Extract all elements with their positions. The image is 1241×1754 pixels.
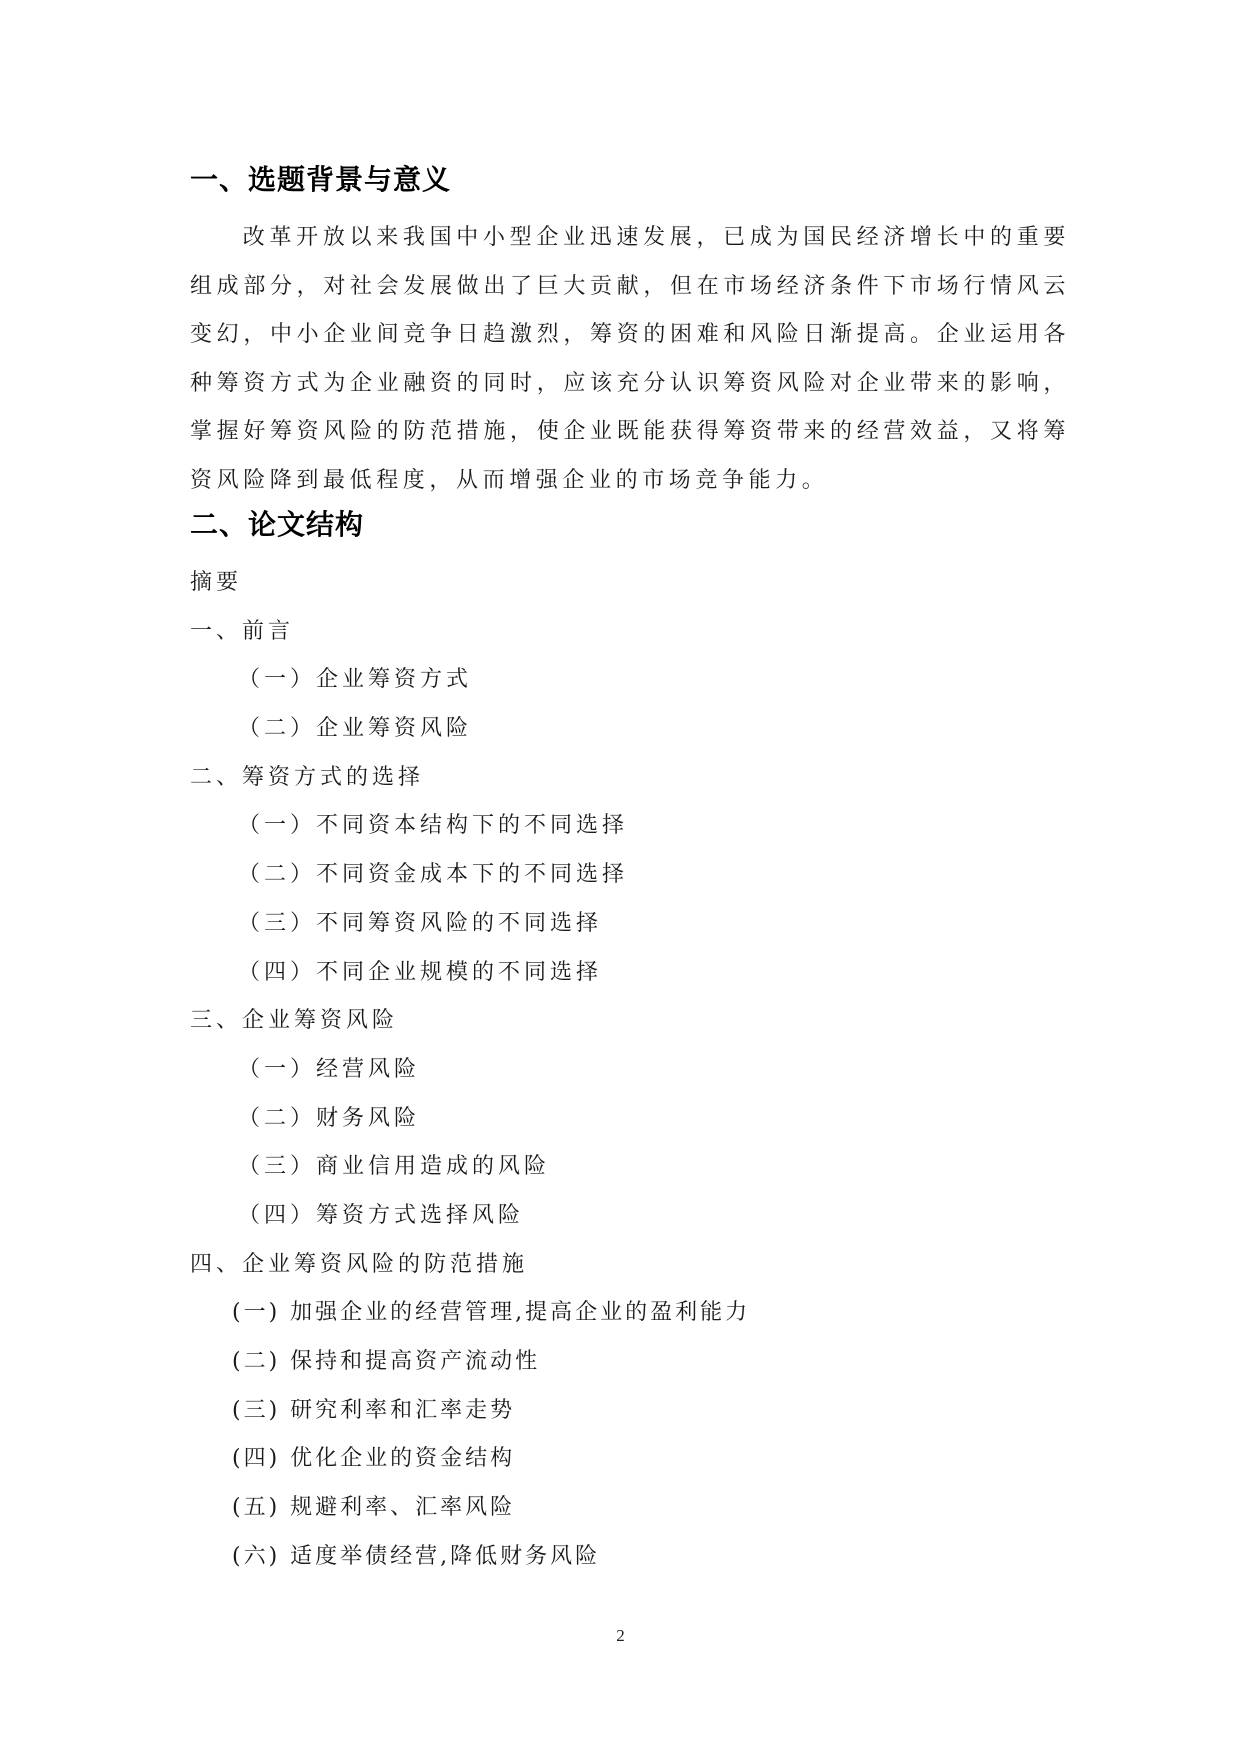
outline-subitem: (五) 规避利率、汇率风险 [232,1495,516,1521]
page-number: 2 [616,1626,625,1645]
outline-subitem: (一) 加强企业的经营管理,提高企业的盈利能力 [232,1300,751,1326]
outline-subitem: （二）企业筹资风险 [238,716,473,742]
page-content [190,160,1070,1581]
outline-subitem: （二）财务风险 [238,1105,421,1131]
outline-subitem: (二) 保持和提高资产流动性 [232,1349,541,1374]
outline-subitem: (四) 优化企业的资金结构 [232,1446,516,1472]
outline-subitem: （四）不同企业规模的不同选择 [238,959,603,985]
outline-chapter: 一、前言 [190,618,295,644]
outline-subitem: （一）经营风险 [238,1056,421,1082]
section-heading-structure: 二、论文结构 [190,508,365,541]
outline-subitem: （三）商业信用造成的风险 [238,1154,551,1180]
outline-subitem: (六) 适度举债经营,降低财务风险 [232,1543,601,1569]
outline-chapter: 二、筹资方式的选择 [190,764,425,790]
outline-subitem: （一）企业筹资方式 [238,667,473,693]
outline-subitem: （一）不同资本结构下的不同选择 [238,813,629,839]
outline-subitem: （三）不同筹资风险的不同选择 [238,910,603,936]
outline-subitem: (三) 研究利率和汇率走势 [232,1397,516,1423]
outline-item-abstract: 摘要 [190,570,243,595]
outline-chapter: 四、企业筹资风险的防范措施 [190,1251,529,1277]
thesis-outline [190,559,1070,1581]
outline-subitem: （二）不同资金成本下的不同选择 [238,862,629,888]
background-paragraph: 改革开放以来我国中小型企业迅速发展，已成为国民经济增长中的重要组成部分，对社会发展做出了巨大贡献，但在市场经济条件下市场行情风云变幻，中小企业间竞争日趋激烈，筹资的困难和风险日渐提高。企业运用各种筹资方式为企业融资的同时，应该充分认识筹资风险对企业带来的影响，掌握好筹资风险的防范措施，使企业既能获得筹资带来的经营效益，又将筹资风险降到最低程度，从而增强企业的市场竞争能力。 [190,225,1070,493]
outline-subitem: （四）筹资方式选择风险 [238,1202,525,1228]
section-heading-background: 一、选题背景与意义 [190,163,452,196]
outline-chapter: 三、企业筹资风险 [190,1008,399,1034]
